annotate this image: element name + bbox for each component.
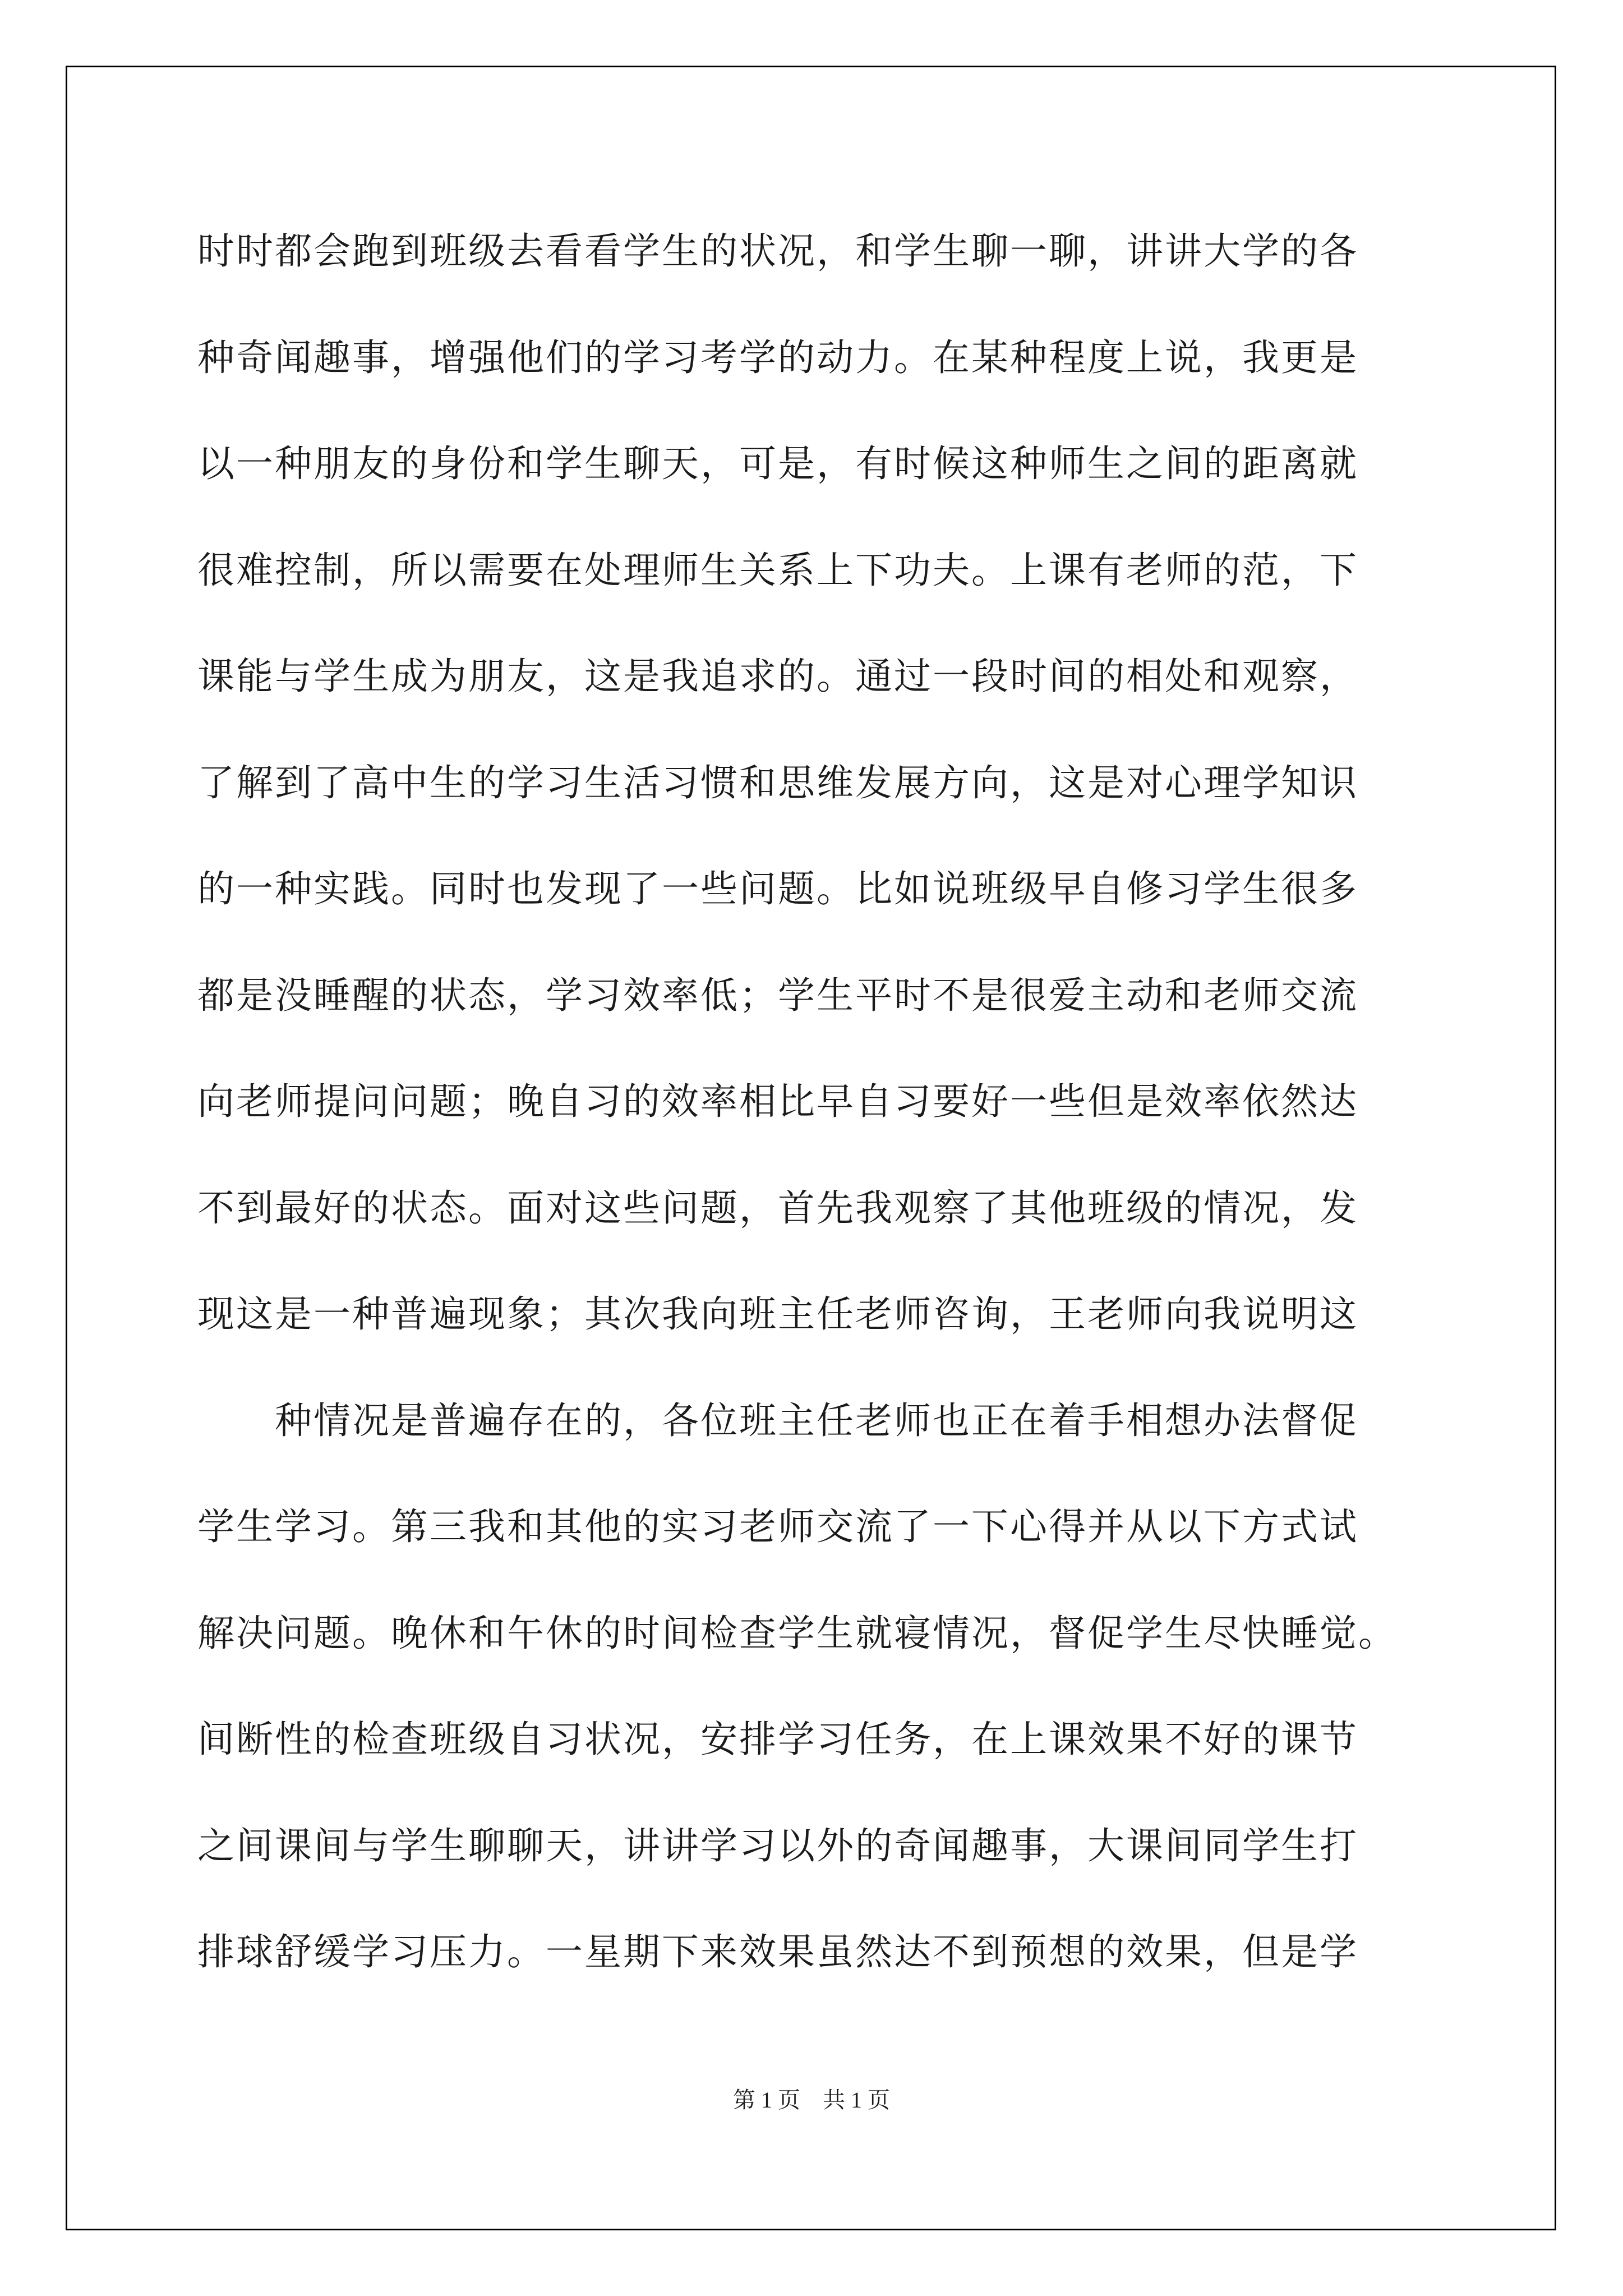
body-line: 间断性的检查班级自习状况，安排学习任务，在上课效果不好的课节 xyxy=(197,1718,1358,1761)
body-line: 种情况是普遍存在的，各位班主任老师也正在着手相想办法督促 xyxy=(197,1399,1358,1442)
body-line: 不到最好的状态。面对这些问题，首先我观察了其他班级的情况，发 xyxy=(197,1186,1358,1230)
body-line: 课能与学生成为朋友，这是我追求的。通过一段时间的相处和观察， xyxy=(197,655,1358,698)
body-line: 都是没睡醒的状态，学习效率低；学生平时不是很爱主动和老师交流 xyxy=(197,974,1358,1017)
body-line: 的一种实践。同时也发现了一些问题。比如说班级早自修习学生很多 xyxy=(197,867,1358,910)
body-line: 学生学习。第三我和其他的实习老师交流了一下心得并从以下方式试 xyxy=(197,1505,1358,1548)
body-line: 解决问题。晚休和午休的时间检查学生就寝情况，督促学生尽快睡觉。 xyxy=(197,1612,1397,1655)
body-line: 之间课间与学生聊聊天，讲讲学习以外的奇闻趣事，大课间同学生打 xyxy=(197,1824,1358,1867)
body-line: 现这是一种普遍现象；其次我向班主任老师咨询，王老师向我说明这 xyxy=(197,1292,1358,1336)
body-line: 排球舒缓学习压力。一星期下来效果虽然达不到预想的效果，但是学 xyxy=(197,1930,1358,1973)
body-line: 向老师提问问题；晚自习的效率相比早自习要好一些但是效率依然达 xyxy=(197,1080,1358,1123)
body-line: 时时都会跑到班级去看看学生的状况，和学生聊一聊，讲讲大学的各 xyxy=(197,229,1358,273)
body-line: 种奇闻趣事，增强他们的学习考学的动力。在某种程度上说，我更是 xyxy=(197,336,1358,379)
body-line: 很难控制，所以需要在处理师生关系上下功夫。上课有老师的范，下 xyxy=(197,549,1358,592)
body-line: 了解到了高中生的学习生活习惯和思维发展方向，这是对心理学知识 xyxy=(197,761,1358,804)
body-line: 以一种朋友的身份和学生聊天，可是，有时候这种师生之间的距离就 xyxy=(197,442,1358,485)
page-number-label: 第 1 页 共 1 页 xyxy=(733,2087,890,2113)
page-footer xyxy=(0,2082,1623,2114)
